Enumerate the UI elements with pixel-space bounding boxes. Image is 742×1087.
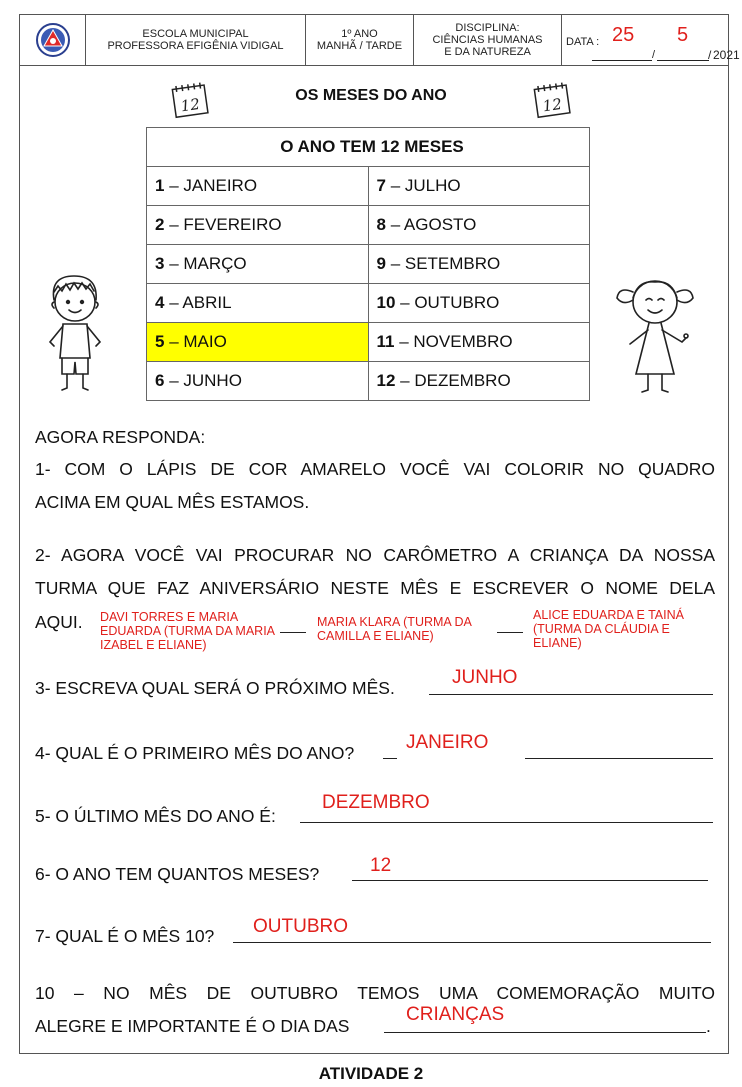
answer-7-line xyxy=(233,942,711,943)
answer-5: DEZEMBRO xyxy=(322,792,430,813)
activity-label: ATIVIDADE 2 xyxy=(318,1064,424,1083)
school-emblem-icon xyxy=(36,23,70,57)
question-6: 6- O ANO TEM QUANTOS MESES? xyxy=(35,864,320,884)
month-cell xyxy=(147,167,369,206)
answer-4-line-a xyxy=(383,758,397,759)
answer-10: CRIANÇAS xyxy=(406,1004,505,1025)
school-name-line1: ESCOLA MUNICIPAL xyxy=(142,28,249,40)
subject-line2: CIÊNCIAS HUMANAS xyxy=(432,34,543,46)
month-number: 3 xyxy=(155,254,165,273)
table-row xyxy=(147,245,590,284)
table-row xyxy=(147,206,590,245)
month-cell xyxy=(368,284,590,323)
answer-5-line xyxy=(300,822,713,823)
answer-2-separator-2 xyxy=(497,632,523,633)
school-name-line2: PROFESSORA EFIGÊNIA VIDIGAL xyxy=(107,40,284,52)
month-name: – JULHO xyxy=(385,176,461,195)
table-row xyxy=(147,362,590,401)
date-label: DATA : xyxy=(566,36,600,48)
month-name: – SETEMBRO xyxy=(385,254,501,273)
subject-line3: E DA NATUREZA xyxy=(444,46,531,58)
month-name: – ABRIL xyxy=(164,293,232,312)
instructions-heading: AGORA RESPONDA: xyxy=(35,427,206,447)
month-number: 5 xyxy=(155,332,165,351)
month-cell xyxy=(368,206,590,245)
grade-line2: MANHÃ / TARDE xyxy=(316,40,403,52)
date-month-line xyxy=(657,60,709,61)
month-name: – FEVEREIRO xyxy=(164,215,282,234)
subject-line1: DISCIPLINA: xyxy=(455,22,520,34)
answer-7: OUTUBRO xyxy=(253,916,348,937)
month-number: 12 xyxy=(376,371,396,390)
page-title: OS MESES DO ANO xyxy=(295,87,447,104)
table-row xyxy=(147,167,590,206)
question-7: 7- QUAL É O MÊS 10? xyxy=(35,926,215,946)
answer-2-group-2: MARIA KLARA (TURMA DA CAMILLA E ELIANE) xyxy=(317,615,472,643)
subject-cell xyxy=(414,15,562,65)
school-logo-cell xyxy=(20,15,86,65)
answer-3-line xyxy=(429,694,713,695)
question-1-line2: ACIMA EM QUAL MÊS ESTAMOS. xyxy=(35,492,310,512)
grade-line1: 1º ANO xyxy=(341,28,378,40)
question-2-line3: AQUI. xyxy=(35,612,83,632)
answer-6: 12 xyxy=(370,855,392,876)
question-10-line2: ALEGRE E IMPORTANTE É O DIA DAS xyxy=(35,1016,350,1036)
table-header-row xyxy=(147,128,590,167)
question-4: 4- QUAL É O PRIMEIRO MÊS DO ANO? xyxy=(35,743,355,763)
school-name-cell xyxy=(86,15,306,65)
month-number: 9 xyxy=(376,254,386,273)
month-name: – JUNHO xyxy=(164,371,242,390)
month-number: 2 xyxy=(155,215,165,234)
question-10-line1: 10 – NO MÊS DE OUTUBRO TEMOS UMA COMEMORAÇÃO MUITO xyxy=(35,983,715,1003)
month-cell xyxy=(147,284,369,323)
month-cell xyxy=(147,323,369,362)
answer-4-line-b xyxy=(525,758,713,759)
month-number: 8 xyxy=(376,215,386,234)
answer-10-line xyxy=(384,1032,706,1033)
month-cell xyxy=(368,167,590,206)
boy-illustration-icon xyxy=(40,270,112,400)
date-day-line xyxy=(592,60,652,61)
question-1-line1: 1- COM O LÁPIS DE COR AMARELO VOCÊ VAI COLORIR NO QUADRO xyxy=(35,459,715,479)
date-month: 5 xyxy=(677,24,689,46)
month-name: – AGOSTO xyxy=(385,215,477,234)
month-cell xyxy=(368,245,590,284)
month-cell xyxy=(147,245,369,284)
month-number: 11 xyxy=(376,332,395,351)
question-10-period: . xyxy=(706,1016,711,1036)
months-table xyxy=(146,127,590,401)
header-table xyxy=(19,14,740,66)
month-name: – MAIO xyxy=(164,332,227,351)
month-name: – DEZEMBRO xyxy=(395,371,511,390)
month-name: – MARÇO xyxy=(164,254,247,273)
date-slash-1: / xyxy=(652,49,656,61)
grade-cell xyxy=(306,15,414,65)
date-day: 25 xyxy=(612,24,635,46)
month-cell xyxy=(147,206,369,245)
table-header: O ANO TEM 12 MESES xyxy=(147,128,590,167)
question-5: 5- O ÚLTIMO MÊS DO ANO É: xyxy=(35,806,276,826)
month-number: 7 xyxy=(376,176,386,195)
answer-2-group-3: ALICE EDUARDA E TAINÁ (TURMA DA CLÁUDIA E ELIANE) xyxy=(533,608,684,650)
table-row xyxy=(147,284,590,323)
table-row xyxy=(147,323,590,362)
calendar-icon-right-number: 12 xyxy=(541,94,563,116)
month-name: – JANEIRO xyxy=(164,176,258,195)
calendar-icon-left-number: 12 xyxy=(179,94,201,116)
answer-6-line xyxy=(352,880,708,881)
month-cell xyxy=(147,362,369,401)
girl-illustration-icon xyxy=(612,270,698,400)
date-year: 2021 xyxy=(713,48,740,62)
question-2-line1: 2- AGORA VOCÊ VAI PROCURAR NO CARÔMETRO A CRIANÇA DA NOSSA xyxy=(35,545,715,565)
month-cell xyxy=(368,362,590,401)
month-number: 4 xyxy=(155,293,165,312)
month-number: 6 xyxy=(155,371,165,390)
date-slash-2: / xyxy=(708,48,712,62)
month-cell xyxy=(368,323,590,362)
date-cell xyxy=(562,15,740,65)
question-2-line2: TURMA QUE FAZ ANIVERSÁRIO NESTE MÊS E ESCREVER O NOME DELA xyxy=(35,578,715,598)
answer-2-group-1: DAVI TORRES E MARIA EDUARDA (TURMA DA MARIA IZABEL E ELIANE) xyxy=(100,610,275,652)
question-3: 3- ESCREVA QUAL SERÁ O PRÓXIMO MÊS. xyxy=(35,678,395,698)
month-number: 1 xyxy=(155,176,165,195)
month-number: 10 xyxy=(376,293,396,312)
month-name: – NOVEMBRO xyxy=(394,332,513,351)
month-name: – OUTUBRO xyxy=(395,293,500,312)
answer-4: JANEIRO xyxy=(406,732,489,753)
answer-2-separator-1 xyxy=(280,632,306,633)
answer-3: JUNHO xyxy=(452,667,518,688)
